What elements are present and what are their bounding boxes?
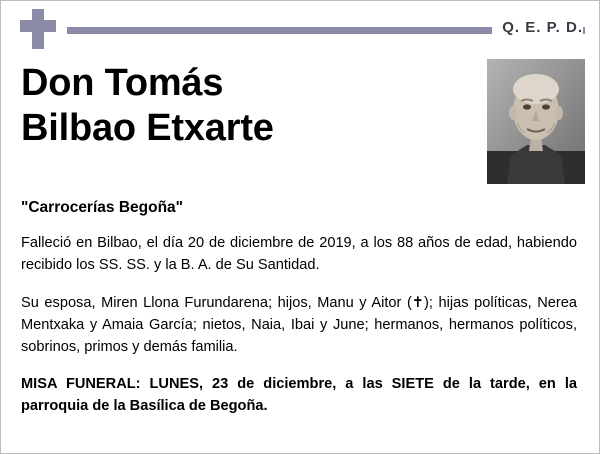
- portrait-illustration: [487, 59, 585, 184]
- notice-body: [1, 199, 599, 418]
- business-name: "Carrocerías Begoña": [21, 199, 184, 216]
- cross-icon: [18, 9, 58, 49]
- deceased-first-line: Don Tomás: [21, 62, 224, 104]
- deceased-name: [21, 55, 441, 151]
- family-paragraph: Su esposa, Miren Llona Furundarena; hijos, Manu y Aitor (✝); hijas políticas, Nerea Mentxaka y Amaia García; nietos, Naia, Ibai y June; hermanos, hermanos políticos, sobrinos, primos y demás familia.: [21, 294, 577, 355]
- deceased-second-line: Bilbao Etxarte: [21, 106, 274, 149]
- funeral-paragraph: MISA FUNERAL: LUNES, 23 de diciembre, a las SIETE de la tarde, en la parroquia de la Basílica de Begoña.: [21, 376, 577, 415]
- portrait-photo: [487, 59, 585, 184]
- name-block: [1, 55, 599, 183]
- notice-header: [1, 1, 599, 53]
- death-paragraph: Falleció en Bilbao, el día 20 de diciembre de 2019, a los 88 años de edad, habiendo recibido los SS. SS. y la B. A. de Su Santidad.: [21, 235, 577, 273]
- qepd-label: Q. E. P. D.: [492, 19, 583, 36]
